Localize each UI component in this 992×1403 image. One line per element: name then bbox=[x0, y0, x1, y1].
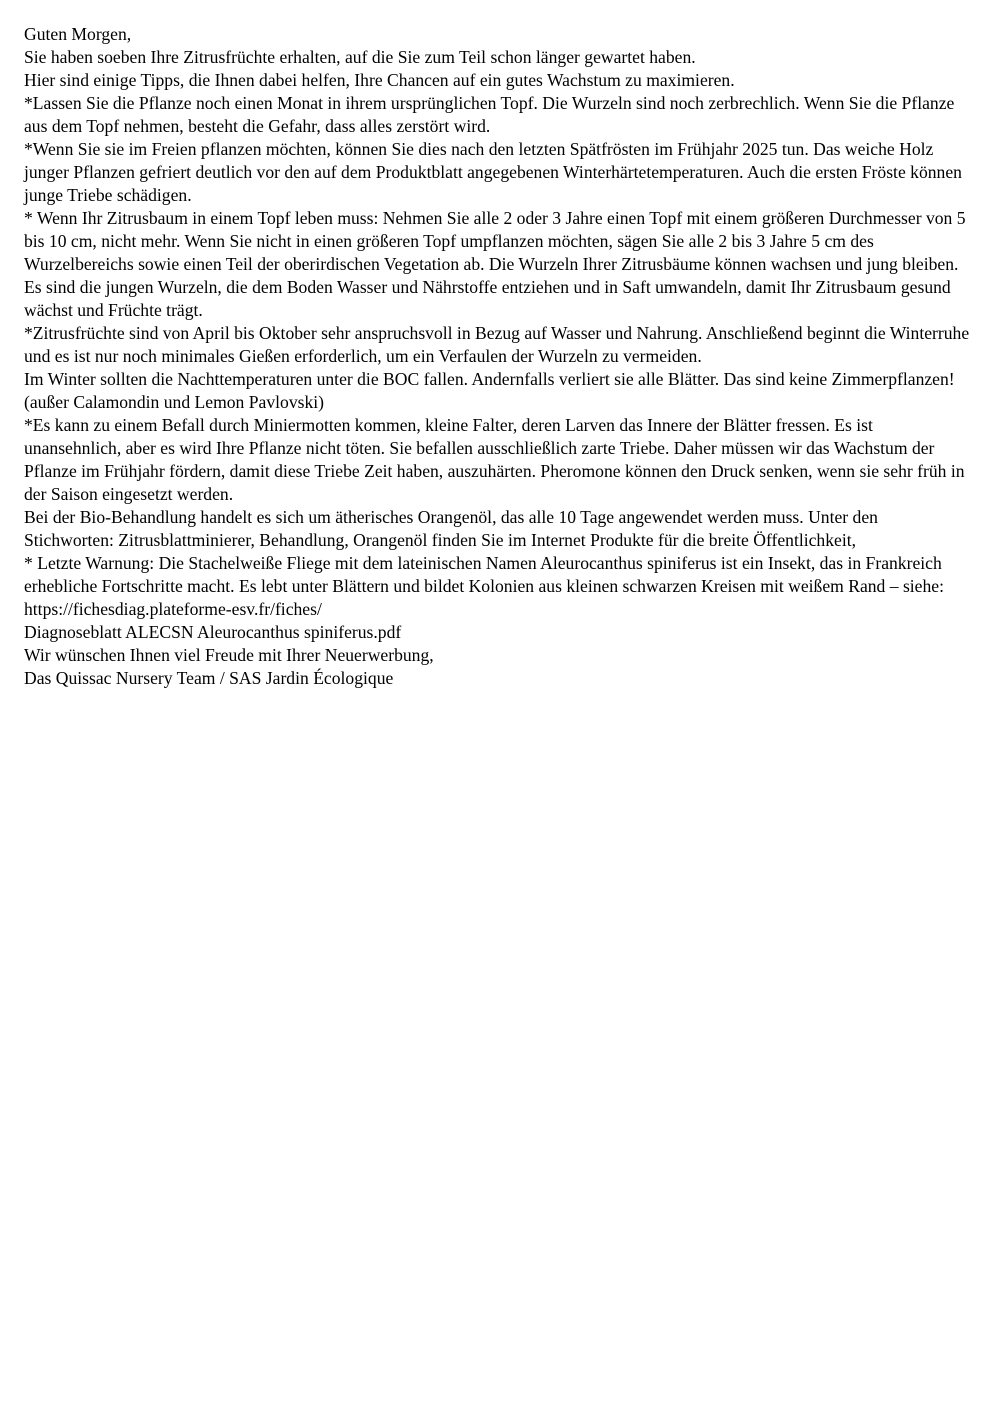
tips-intro: Hier sind einige Tipps, die Ihnen dabei helfen, Ihre Chancen auf ein gutes Wachstum zu maximieren. bbox=[24, 70, 735, 90]
reference-file: Diagnoseblatt ALECSN Aleurocanthus spiniferus.pdf bbox=[24, 622, 402, 642]
intro-paragraph: Sie haben soeben Ihre Zitrusfrüchte erhalten, auf die Sie zum Teil schon länger gewartet haben. bbox=[24, 47, 696, 67]
tip-outdoor-planting: *Wenn Sie sie im Freien pflanzen möchten, können Sie dies nach den letzten Spätfrösten im Frühjahr 2025 tun. Das weiche Holz junger Pflanzen gefriert deutlich vor den auf dem Produktblatt angegebenen Winterhärtetemperaturen. Auch die ersten Fröste können junge Triebe schädigen. bbox=[24, 139, 962, 205]
tip-watering: *Zitrusfrüchte sind von April bis Oktober sehr anspruchsvoll in Bezug auf Wasser und Nahrung. Anschließend beginnt die Winterruhe und es ist nur noch minimales Gießen erforderlich, um ein Verfaulen der Wurzeln zu vermeiden. bbox=[24, 323, 970, 366]
reference-url: https://fichesdiag.plateforme-esv.fr/fiches/ bbox=[24, 599, 322, 619]
greeting: Guten Morgen, bbox=[24, 24, 132, 44]
warning-whitefly: * Letzte Warnung: Die Stachelweiße Fliege mit dem lateinischen Namen Aleurocanthus spiniferus ist ein Insekt, das in Frankreich erhebliche Fortschritte macht. Es lebt unter Blättern und bildet Kolonien aus kleinen schwarzen Kreisen mit weißem Rand – siehe: bbox=[24, 553, 944, 596]
tip-leaf-miner: *Es kann zu einem Befall durch Miniermotten kommen, kleine Falter, deren Larven das Innere der Blätter fressen. Es ist unansehnlich, aber es wird Ihre Pflanze nicht töten. Sie befallen ausschließlich zarte Triebe. Daher müssen wir das Wachstum der Pflanze im Frühjahr fördern, damit diese Triebe Zeit haben, auszuhärten. Pheromone können den Druck senken, wenn sie sehr früh in der Saison eingesetzt werden. bbox=[24, 415, 965, 504]
closing-wish: Wir wünschen Ihnen viel Freude mit Ihrer Neuerwerbung, bbox=[24, 645, 434, 665]
winter-temperature-paragraph: Im Winter sollten die Nachttemperaturen unter die BOC fallen. Andernfalls verliert sie alle Blätter. Das sind keine Zimmerpflanzen! (außer Calamondin und Lemon Pavlovski) bbox=[24, 369, 955, 412]
tip-pot-repotting: * Wenn Ihr Zitrusbaum in einem Topf leben muss: Nehmen Sie alle 2 oder 3 Jahre einen Topf mit einem größeren Durchmesser von 5 bis 10 cm, nicht mehr. Wenn Sie nicht in einen größeren Topf umpflanzen möchten, sägen Sie alle 2 bis 3 Jahre 5 cm des Wurzelbereichs sowie einen Teil der oberirdischen Vegetation ab. Die Wurzeln Ihrer Zitrusbäume können wachsen und jung bleiben. Es sind die jungen Wurzeln, die dem Boden Wasser und Nährstoffe entziehen und in Saft umwandeln, damit Ihr Zitrusbaum gesund wächst und Früchte trägt. bbox=[24, 208, 966, 320]
organic-treatment-paragraph: Bei der Bio-Behandlung handelt es sich um ätherisches Orangenöl, das alle 10 Tage angewendet werden muss. Unter den Stichworten: Zitrusblattminierer, Behandlung, Orangenöl finden Sie im Internet Produkte für die breite Öffentlichkeit, bbox=[24, 507, 878, 550]
signature: Das Quissac Nursery Team / SAS Jardin Écologique bbox=[24, 668, 394, 688]
tip-original-pot: *Lassen Sie die Pflanze noch einen Monat in ihrem ursprünglichen Topf. Die Wurzeln sind noch zerbrechlich. Wenn Sie die Pflanze aus dem Topf nehmen, besteht die Gefahr, dass alles zerstört wird. bbox=[24, 93, 955, 136]
document-body bbox=[24, 23, 972, 690]
